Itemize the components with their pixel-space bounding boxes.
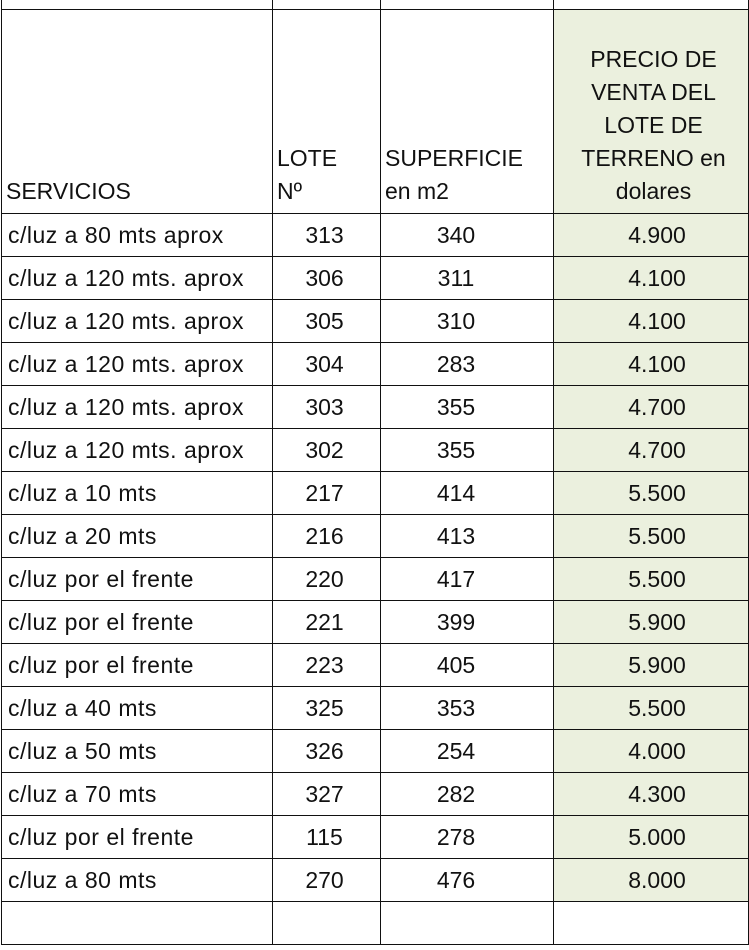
lote-cell[interactable]: 313 (273, 214, 381, 257)
superficie-cell[interactable]: 399 (381, 601, 554, 644)
table-row (2, 816, 749, 859)
table-row (2, 343, 749, 386)
cell[interactable] (554, 0, 749, 10)
precio-cell[interactable]: 5.500 (554, 472, 749, 515)
lote-cell[interactable]: 270 (273, 859, 381, 902)
superficie-cell[interactable]: 414 (381, 472, 554, 515)
table-row (2, 687, 749, 730)
table-row (2, 386, 749, 429)
servicios-cell[interactable]: c/luz a 120 mts. aprox (2, 386, 273, 429)
table-row (2, 644, 749, 687)
servicios-cell[interactable]: c/luz a 50 mts (2, 730, 273, 773)
lote-cell[interactable]: 304 (273, 343, 381, 386)
servicios-cell[interactable]: c/luz a 40 mts (2, 687, 273, 730)
superficie-cell[interactable]: 310 (381, 300, 554, 343)
precio-cell[interactable]: 4.100 (554, 257, 749, 300)
precio-cell[interactable]: 5.000 (554, 816, 749, 859)
superficie-cell[interactable]: 254 (381, 730, 554, 773)
lote-cell[interactable]: 221 (273, 601, 381, 644)
empty-cell[interactable] (554, 902, 749, 945)
precio-cell[interactable]: 4.300 (554, 773, 749, 816)
lote-cell[interactable]: 327 (273, 773, 381, 816)
precio-cell[interactable]: 4.100 (554, 300, 749, 343)
servicios-cell[interactable]: c/luz por el frente (2, 601, 273, 644)
table-row (2, 601, 749, 644)
table-row (2, 773, 749, 816)
precio-cell[interactable]: 5.500 (554, 515, 749, 558)
header-superficie[interactable]: SUPERFICIE en m2 (381, 10, 554, 214)
servicios-cell[interactable]: c/luz a 120 mts. aprox (2, 300, 273, 343)
precio-cell[interactable]: 5.500 (554, 687, 749, 730)
empty-cell[interactable] (2, 902, 273, 945)
servicios-cell[interactable]: c/luz a 70 mts (2, 773, 273, 816)
lote-cell[interactable]: 216 (273, 515, 381, 558)
table-row (2, 429, 749, 472)
superficie-cell[interactable]: 311 (381, 257, 554, 300)
lote-cell[interactable]: 325 (273, 687, 381, 730)
table-row (2, 300, 749, 343)
servicios-cell[interactable]: c/luz por el frente (2, 644, 273, 687)
superficie-cell[interactable]: 278 (381, 816, 554, 859)
empty-row (2, 902, 749, 945)
precio-cell[interactable]: 4.900 (554, 214, 749, 257)
precio-cell[interactable]: 4.700 (554, 386, 749, 429)
superficie-cell[interactable]: 353 (381, 687, 554, 730)
servicios-cell[interactable]: c/luz por el frente (2, 816, 273, 859)
cell[interactable] (273, 0, 381, 10)
precio-cell[interactable]: 4.000 (554, 730, 749, 773)
servicios-cell[interactable]: c/luz a 80 mts (2, 859, 273, 902)
header-lote[interactable]: LOTE Nº (273, 10, 381, 214)
superficie-cell[interactable]: 355 (381, 429, 554, 472)
precio-cell[interactable]: 5.900 (554, 644, 749, 687)
cell[interactable] (381, 0, 554, 10)
table-row (2, 214, 749, 257)
servicios-cell[interactable]: c/luz a 20 mts (2, 515, 273, 558)
superficie-cell[interactable]: 355 (381, 386, 554, 429)
superficie-cell[interactable]: 282 (381, 773, 554, 816)
superficie-cell[interactable]: 476 (381, 859, 554, 902)
servicios-cell[interactable]: c/luz a 120 mts. aprox (2, 343, 273, 386)
table-row (2, 859, 749, 902)
lote-cell[interactable]: 326 (273, 730, 381, 773)
cell[interactable] (2, 0, 273, 10)
precio-cell[interactable]: 5.500 (554, 558, 749, 601)
price-table (1, 0, 749, 945)
lote-cell[interactable]: 115 (273, 816, 381, 859)
table-row (2, 558, 749, 601)
table-row (2, 515, 749, 558)
lote-cell[interactable]: 217 (273, 472, 381, 515)
lote-cell[interactable]: 306 (273, 257, 381, 300)
header-row (2, 10, 749, 214)
lote-cell[interactable]: 220 (273, 558, 381, 601)
superficie-cell[interactable]: 405 (381, 644, 554, 687)
empty-cell[interactable] (381, 902, 554, 945)
precio-cell[interactable]: 4.100 (554, 343, 749, 386)
servicios-cell[interactable]: c/luz a 80 mts aprox (2, 214, 273, 257)
table-row (2, 257, 749, 300)
precio-cell[interactable]: 4.700 (554, 429, 749, 472)
superficie-cell[interactable]: 283 (381, 343, 554, 386)
lote-cell[interactable]: 223 (273, 644, 381, 687)
table-row (2, 472, 749, 515)
lote-cell[interactable]: 305 (273, 300, 381, 343)
precio-cell[interactable]: 5.900 (554, 601, 749, 644)
header-precio[interactable]: PRECIO DE VENTA DEL LOTE DE TERRENO en dolares (554, 10, 749, 214)
servicios-cell[interactable]: c/luz a 120 mts. aprox (2, 257, 273, 300)
header-servicios[interactable]: SERVICIOS (2, 10, 273, 214)
top-spacer-row (2, 0, 749, 10)
empty-cell[interactable] (273, 902, 381, 945)
lote-cell[interactable]: 303 (273, 386, 381, 429)
servicios-cell[interactable]: c/luz a 120 mts. aprox (2, 429, 273, 472)
superficie-cell[interactable]: 340 (381, 214, 554, 257)
servicios-cell[interactable]: c/luz a 10 mts (2, 472, 273, 515)
servicios-cell[interactable]: c/luz por el frente (2, 558, 273, 601)
table-row (2, 730, 749, 773)
lote-cell[interactable]: 302 (273, 429, 381, 472)
precio-cell[interactable]: 8.000 (554, 859, 749, 902)
superficie-cell[interactable]: 413 (381, 515, 554, 558)
superficie-cell[interactable]: 417 (381, 558, 554, 601)
